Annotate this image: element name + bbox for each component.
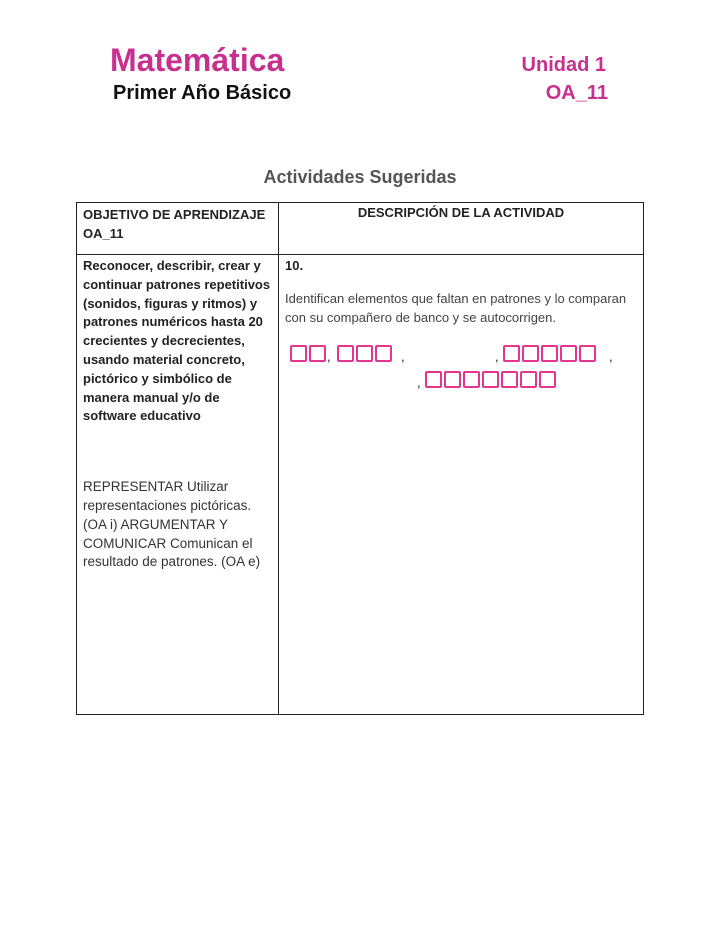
pattern-separator: , <box>609 349 613 364</box>
pink-square-icon <box>522 345 539 362</box>
pink-square-icon <box>579 345 596 362</box>
pattern-group-7 <box>425 371 558 388</box>
pattern-figure <box>285 345 637 405</box>
table-row <box>77 255 644 715</box>
pattern-separator: , <box>401 349 405 364</box>
pink-square-icon <box>444 371 461 388</box>
pink-square-icon <box>503 345 520 362</box>
skills-text: REPRESENTAR Utilizar representaciones pictóricas. (OA i) ARGUMENTAR Y COMUNICAR Comunican el resultado de patrones. (OA e) <box>83 479 261 570</box>
pink-square-icon <box>309 345 326 362</box>
pattern-separator: , <box>417 375 421 390</box>
pink-square-icon <box>560 345 577 362</box>
pink-square-icon <box>425 371 442 388</box>
oa-code: OA_11 <box>545 82 608 104</box>
grade-title: Primer Año Básico <box>113 82 292 104</box>
col-header-description: DESCRIPCIÓN DE LA ACTIVIDAD <box>279 203 644 255</box>
pink-square-icon <box>539 371 556 388</box>
objective-text: Reconocer, describir, crear y continuar patrones repetitivos (sonidos, figuras y ritmos) y patrones numéricos hasta 20 crecientes y decrecientes, usando material concreto, pictórico y simbólico de manera manual y/o de software educativo <box>83 258 271 424</box>
pink-square-icon <box>375 345 392 362</box>
col-header-objective: OBJETIVO DE APRENDIZAJE OA_11 <box>77 203 279 255</box>
pattern-separator: , <box>327 349 331 364</box>
activity-description: Identifican elementos que faltan en patrones y lo comparan con su compañero de banco y se autocorrigen. <box>285 291 627 325</box>
table-header-row <box>77 203 644 255</box>
subject-title: Matemática <box>110 42 285 78</box>
pattern-group-5 <box>503 345 598 362</box>
pink-square-icon <box>463 371 480 388</box>
pink-square-icon <box>501 371 518 388</box>
pink-square-icon <box>520 371 537 388</box>
pattern-group-3 <box>337 345 394 362</box>
pink-square-icon <box>356 345 373 362</box>
pattern-group-2 <box>290 345 328 362</box>
pink-square-icon <box>290 345 307 362</box>
description-cell <box>279 255 644 715</box>
section-title: Actividades Sugeridas <box>263 167 457 187</box>
activities-table <box>76 202 644 715</box>
pattern-separator: , <box>495 349 499 364</box>
activity-number: 10. <box>285 258 304 273</box>
unit-label: Unidad 1 <box>521 54 606 76</box>
objective-cell <box>77 255 279 715</box>
pink-square-icon <box>337 345 354 362</box>
pink-square-icon <box>541 345 558 362</box>
pink-square-icon <box>482 371 499 388</box>
